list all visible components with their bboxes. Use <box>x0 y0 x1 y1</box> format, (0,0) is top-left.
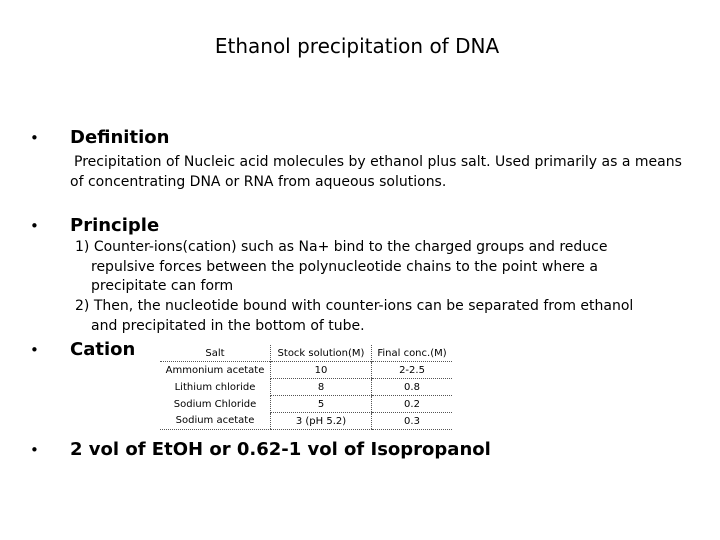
table-cell: 0.8 <box>372 379 453 396</box>
table-cell: 3 (pH 5.2) <box>271 413 372 430</box>
table-header-row <box>160 345 452 362</box>
column-header-final: Final conc.(M) <box>372 345 453 362</box>
principle-point-2: 2) Then, the nucleotide bound with counter-ions can be separated from ethanol and precipitated in the bottom of tube. <box>75 298 634 334</box>
table-cell: Sodium Chloride <box>173 398 257 410</box>
table-row <box>160 396 452 413</box>
bullet-marker: • <box>30 341 39 359</box>
bullet-marker: • <box>30 217 39 235</box>
table-cell: 0.2 <box>372 396 453 413</box>
table-cell: 2-2.5 <box>372 362 453 379</box>
table-row <box>160 362 452 379</box>
definition-heading: Definition <box>70 127 170 148</box>
table-row <box>160 413 452 430</box>
table-cell: Ammonium acetate <box>160 362 271 379</box>
column-header-salt: Salt <box>205 347 225 359</box>
principle-point-1: 1) Counter-ions(cation) such as Na+ bind to the charged groups and reduce repulsive forces between the polynucleotide chains to the point where a precipitate can form <box>75 239 608 294</box>
page-title: Ethanol precipitation of DNA <box>214 34 500 58</box>
cation-heading: Cation <box>70 339 136 360</box>
column-header-stock: Stock solution(M) <box>271 345 372 362</box>
principle-heading: Principle <box>70 215 160 236</box>
bullet-marker: • <box>30 441 39 459</box>
table-cell: Sodium acetate <box>160 413 271 430</box>
table-cell: 0.3 <box>372 413 453 430</box>
table-row <box>160 379 452 396</box>
table-cell: Lithium chloride <box>174 381 256 393</box>
table-cell: 8 <box>271 379 372 396</box>
volume-note: 2 vol of EtOH or 0.62-1 vol of Isopropanol <box>70 439 491 460</box>
salt-table <box>160 345 452 430</box>
definition-text: Precipitation of Nucleic acid molecules by ethanol plus salt. Used primarily as a means of concentrating DNA or RNA from aqueous solutions. <box>70 154 682 190</box>
table-cell: 10 <box>271 362 372 379</box>
bullet-marker: • <box>30 129 39 147</box>
table-cell: 5 <box>271 396 372 413</box>
